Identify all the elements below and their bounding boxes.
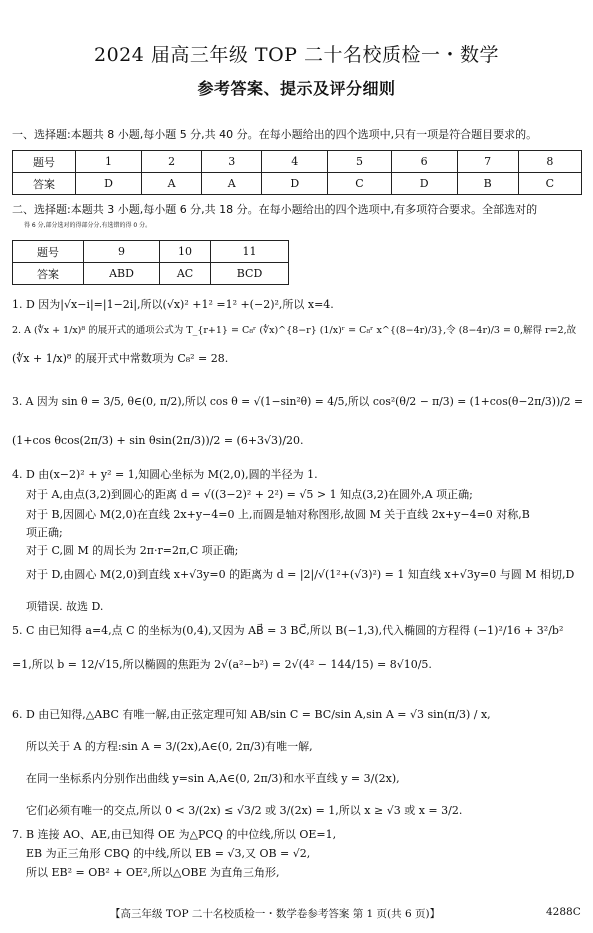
question-number: 1	[76, 151, 142, 173]
answer-cell: B	[457, 173, 518, 195]
solution-q4-line6: 对于 D,由圆心 M(2,0)到直线 x+√3y=0 的距离为 d = |2|/√(1²+(√3)²) = 1 知直线 x+√3y=0 与圆 M 相切,D	[26, 568, 575, 581]
answer-cell: D	[76, 173, 142, 195]
solution-q4-line3: 对于 B,因圆心 M(2,0)在直线 2x+y−4=0 上,而圆是轴对称图形,故圆 M 关于直线 2x+y−4=0 对称,B	[26, 508, 530, 521]
solution-q4-line4: 项正确;	[26, 526, 63, 539]
question-number: 11	[211, 241, 289, 263]
question-number: 8	[518, 151, 581, 173]
row-label: 答案	[13, 173, 76, 195]
table-row	[13, 151, 582, 173]
answer-cell: A	[202, 173, 262, 195]
answer-cell: A	[142, 173, 202, 195]
page-subtitle: 参考答案、提示及评分细则	[197, 79, 396, 98]
question-number: 9	[84, 241, 160, 263]
row-label: 题号	[13, 241, 84, 263]
section1-heading: 一、选择题:本题共 8 小题,每小题 5 分,共 40 分。在每小题给出的四个选项中,只有一项是符合题目要求的。	[12, 128, 538, 141]
question-number: 3	[202, 151, 262, 173]
answer-cell: C	[328, 173, 391, 195]
answer-cell: ABD	[84, 263, 160, 285]
section2-answer-table	[12, 240, 289, 285]
solution-q6-line3: 在同一坐标系内分别作出曲线 y=sin A,A∈(0, 2π/3)和水平直线 y = 3/(2x),	[26, 772, 400, 785]
solution-q4-line7: 项错误. 故选 D.	[26, 600, 104, 613]
row-label: 答案	[13, 263, 84, 285]
question-number: 10	[159, 241, 210, 263]
document-code: 4288C	[546, 906, 581, 918]
solution-q6-line1: 6. D 由已知得,△ABC 有唯一解,由正弦定理可知 AB/sin C = BC/sin A,sin A = √3 sin(π/3) / x,	[12, 708, 491, 721]
solution-q4-line2: 对于 A,由点(3,2)到圆心的距离 d = √((3−2)² + 2²) = √5 > 1 知点(3,2)在圆外,A 项正确;	[26, 488, 473, 501]
solution-q6-line2: 所以关于 A 的方程:sin A = 3/(2x),A∈(0, 2π/3)有唯一解,	[26, 740, 313, 753]
table-row	[13, 173, 582, 195]
table-row	[13, 241, 289, 263]
solution-q3-line2: (1+cos θcos(2π/3) + sin θsin(2π/3))/2 = (6+3√3)/20.	[12, 434, 304, 447]
solution-q4-line5: 对于 C,圆 M 的周长为 2π·r=2π,C 项正确;	[26, 544, 239, 557]
question-number: 4	[262, 151, 328, 173]
solution-q1: 1. D 因为|√x−i|=|1−2i|,所以(√x)² +1² =1² +(−2)²,所以 x=4.	[12, 298, 334, 311]
solution-q5-line2: =1,所以 b = 12/√15,所以椭圆的焦距为 2√(a²−b²) = 2√(4² − 144/15) = 8√10/5.	[12, 658, 432, 671]
row-label: 题号	[13, 151, 76, 173]
solution-q3-line1: 3. A 因为 sin θ = 3/5, θ∈(0, π/2),所以 cos θ = √(1−sin²θ) = 4/5,所以 cos²(θ/2 − π/3) = (1+cos(θ−2π/3))/2 =	[12, 395, 584, 408]
solution-q7-line2: EB 为正三角形 CBQ 的中线,所以 EB = √3,又 OB = √2,	[26, 847, 311, 860]
answer-cell: BCD	[211, 263, 289, 285]
section1-answer-table	[12, 150, 582, 195]
answer-cell: D	[262, 173, 328, 195]
table-row	[13, 263, 289, 285]
answer-cell: C	[518, 173, 581, 195]
question-number: 7	[457, 151, 518, 173]
page-title: 2024 届高三年级 TOP 二十名校质检一・数学	[93, 44, 499, 66]
answer-cell: D	[391, 173, 457, 195]
answer-cell: AC	[159, 263, 210, 285]
solution-q7-line3: 所以 EB² = OB² + OE²,所以△OBE 为直角三角形,	[26, 866, 280, 879]
question-number: 5	[328, 151, 391, 173]
page-footer: 【高三年级 TOP 二十名校质检一・数学卷参考答案 第 1 页(共 6 页)】	[110, 908, 441, 920]
question-number: 6	[391, 151, 457, 173]
solution-q2-line1: 2. A (∜x + 1/x)⁸ 的展开式的通项公式为 T_{r+1} = C₈ʳ (∜x)^{8−r} (1/x)ʳ = C₈ʳ x^{(8−4r)/3},令 (8−4r)/3 = 0,解得 r=2,故	[12, 325, 577, 336]
section2-heading-line1: 二、选择题:本题共 3 小题,每小题 6 分,共 18 分。在每小题给出的四个选项中,有多项符合要求。全部选对的	[12, 203, 538, 216]
question-number: 2	[142, 151, 202, 173]
solution-q4-line1: 4. D 由(x−2)² + y² = 1,知圆心坐标为 M(2,0),圆的半径为 1.	[12, 468, 318, 481]
solution-q7-line1: 7. B 连接 AO、AE,由已知得 OE 为△PCQ 的中位线,所以 OE=1,	[12, 828, 337, 841]
solution-q5-line1: 5. C 由已知得 a=4,点 C 的坐标为(0,4),又因为 AB⃗ = 3 BC⃗,所以 B(−1,3),代入椭圆的方程得 (−1)²/16 + 3²/b²	[12, 624, 564, 637]
solution-q6-line4: 它们必须有唯一的交点,所以 0 < 3/(2x) ≤ √3/2 或 3/(2x) = 1,所以 x ≥ √3 或 x = 3/2.	[26, 804, 463, 817]
section2-heading-line2: 得 6 分,部分选对的得部分分,有选错的得 0 分。	[24, 222, 152, 229]
solution-q2-line2: (∜x + 1/x)⁸ 的展开式中常数项为 C₈² = 28.	[12, 352, 229, 365]
